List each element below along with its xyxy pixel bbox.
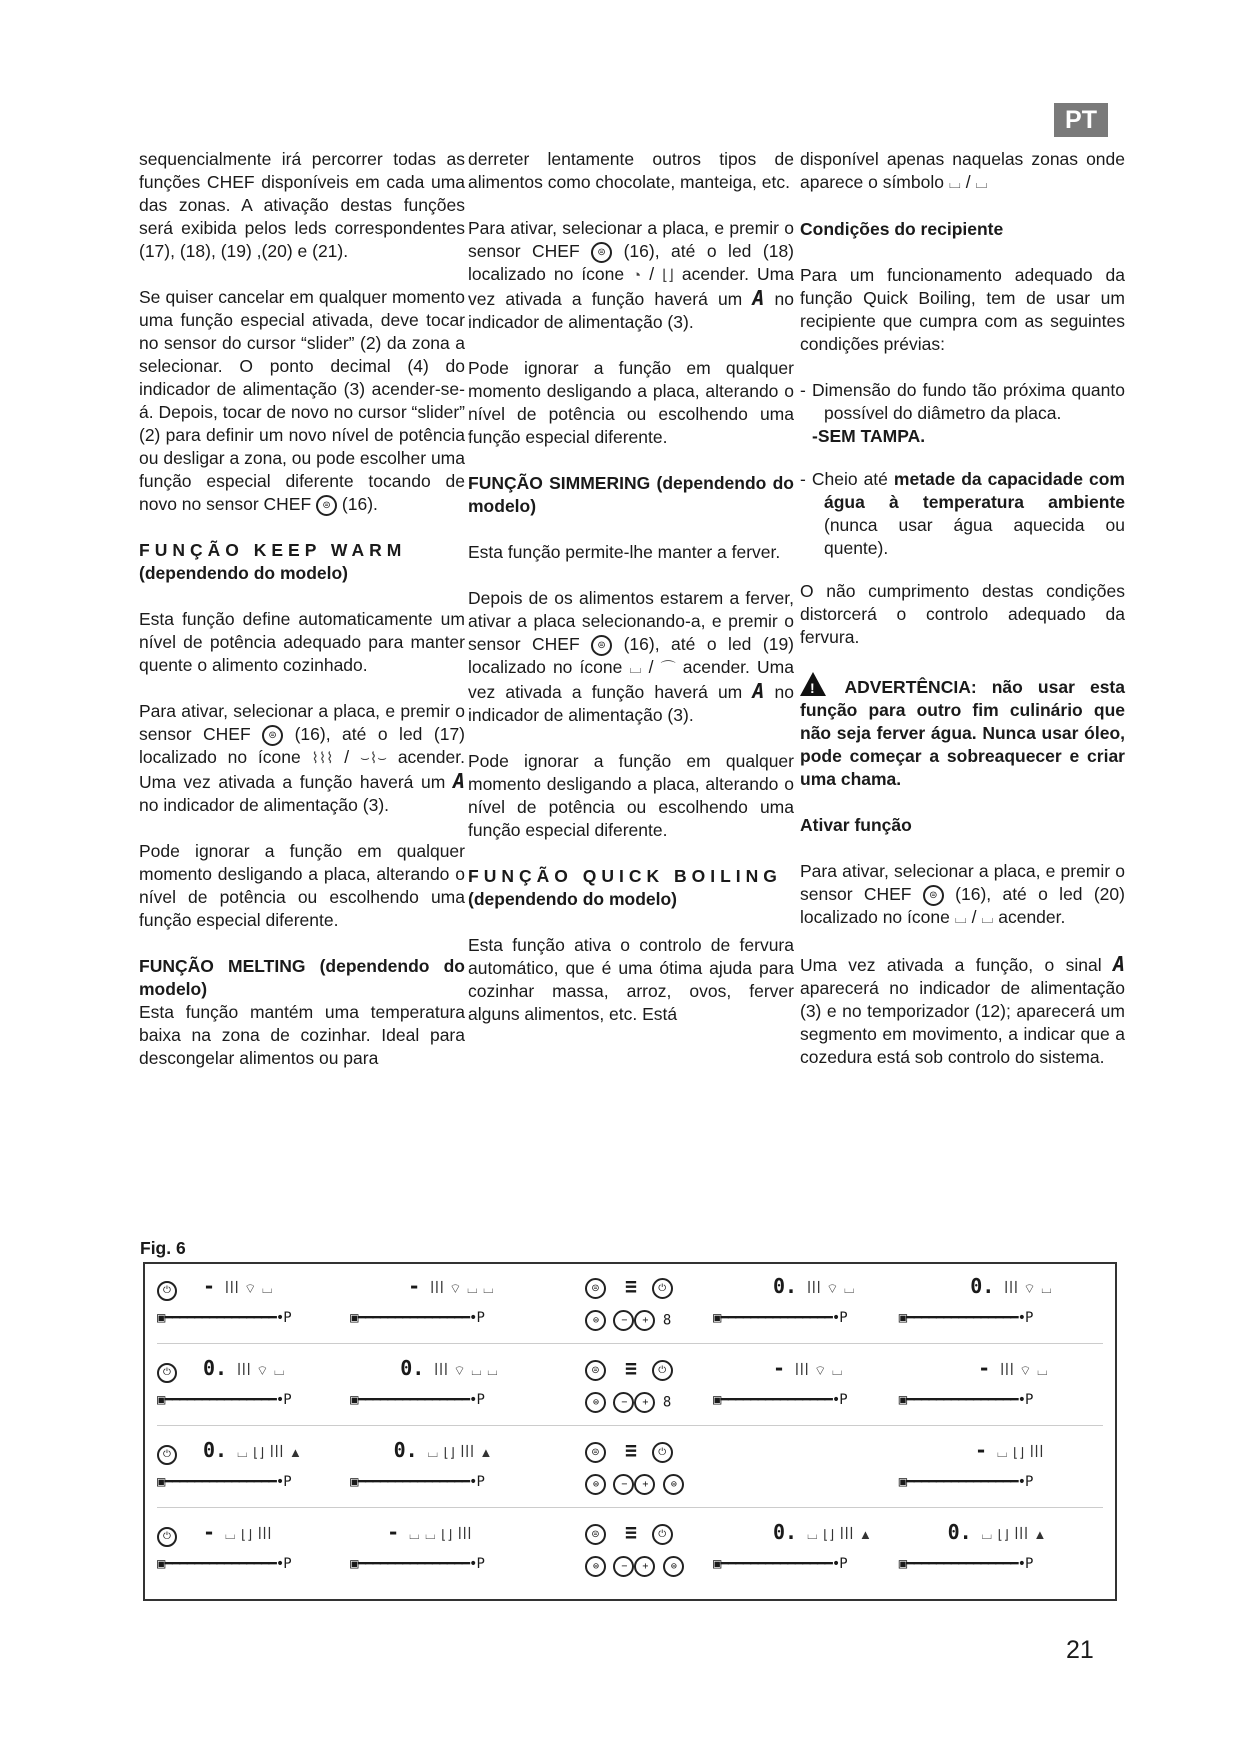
chef-sensor-icon: ⊜: [585, 1278, 606, 1299]
segment-a-icon: A: [452, 769, 465, 793]
function-icons: ꟾꟾꟾ ⌔ ⌴: [1000, 1363, 1049, 1378]
function-icons: ꟾꟾꟾ ⌔ ⌴: [795, 1363, 844, 1378]
figure-label: Fig. 6: [140, 1238, 186, 1258]
zone-display: 0.: [400, 1356, 425, 1380]
quick-boiling-icon: ⌴: [948, 175, 961, 192]
function-icons: ꟾꟾꟾ ⌔ ⌴: [1004, 1281, 1053, 1296]
quick-boiling-alt-icon: ⌴: [975, 175, 988, 192]
segment-a-icon: A: [1112, 952, 1125, 976]
column-2: [468, 148, 794, 1049]
lock-icon: ⊜: [585, 1310, 606, 1331]
panel-center-controls: [585, 1428, 695, 1508]
function-icons: ⌴ ⌊⌋ ꟾꟾꟾ ▲: [237, 1445, 303, 1460]
panel-center-controls: [585, 1346, 695, 1426]
paragraph: Esta função permite-lhe manter a ferver.: [468, 542, 781, 562]
paragraph: Para ativar, selecionar a placa, e premir o sensor CHEF ⊜ (16), até o led (17) localizado no ícone ⌇⌇⌇ / ⌣⌇⌣ acender. Uma vez ativada a função haverá um A no indicador de alimentação (3).: [139, 701, 466, 815]
list-item: - Cheio até metade da capacidade com água à temperatura ambiente (nunca usar água aquecida ou quente).: [800, 469, 1125, 558]
power-icon: ⏻: [157, 1527, 177, 1547]
chef-sensor-icon: ⊜: [585, 1442, 606, 1463]
panel-left: [157, 1428, 567, 1508]
zone-display: -: [408, 1274, 421, 1298]
warning-icon: [800, 672, 826, 696]
panel-center-controls: [585, 1264, 695, 1344]
slider-bar: ▣━━━━━━━━━━━━━━━•P ▣━━━━━━━━━━━━━━━•P: [157, 1556, 484, 1572]
chef-icon: ⊜: [663, 1556, 684, 1577]
simmering-alt-icon: ⌒: [660, 660, 676, 677]
section-heading-conditions: Condições do recipiente: [800, 219, 1004, 239]
paragraph: Para ativar, selecionar a placa, e premir o sensor CHEF ⊜ (16), até o led (18) localizado no ícone ◔ / ⌊⌋ acender. Uma vez ativada a função haverá um A no indicador de alimentação (3).: [468, 218, 795, 332]
column-3: [800, 148, 1125, 1092]
warning-paragraph: ! ADVERTÊNCIA: não usar esta função para outro fim culinário que não seja ferver água. Nunca usar óleo, pode começar a sobreaquecer e criar uma chama.: [800, 672, 1125, 791]
paragraph: Uma vez ativada a função, o sinal A aparecerá no indicador de alimentação (3) e no temporizador (12); aparecerá um segmento em movimento, a indicar que a cozedura está sob controlo do sistema.: [800, 952, 1125, 1067]
timer-display-icon: ≡: [624, 1438, 637, 1462]
function-icons: ⌴ ⌊⌋ ꟾꟾꟾ: [225, 1527, 273, 1542]
timer-digit-icon: 8: [662, 1312, 671, 1329]
zone-display: 0.: [970, 1274, 995, 1298]
power-icon: ⏻: [157, 1445, 177, 1465]
column-1: [139, 148, 465, 1093]
function-icons: ꟾꟾꟾ ⌔ ⌴ ⌴: [434, 1363, 499, 1378]
slider-bar: ▣━━━━━━━━━━━━━━━•P: [898, 1474, 1033, 1490]
timer-display-icon: ≡: [624, 1356, 637, 1380]
zone-display: 0.: [947, 1520, 972, 1544]
panel-row: [157, 1264, 1103, 1344]
panel-row: [157, 1428, 1103, 1508]
slider-bar: ▣━━━━━━━━━━━━━━━•P ▣━━━━━━━━━━━━━━━•P: [157, 1392, 484, 1408]
quick-boiling-icon: ⌴: [954, 910, 967, 927]
paragraph: Pode ignorar a função em qualquer momento desligando a placa, alterando o nível de potência ou escolhendo uma função especial diferente.: [468, 358, 794, 447]
zone-display: -: [978, 1356, 991, 1380]
slider-bar: ▣━━━━━━━━━━━━━━━•P ▣━━━━━━━━━━━━━━━•P: [157, 1474, 484, 1490]
timer-display-icon: ≡: [624, 1520, 637, 1544]
minus-icon: −: [613, 1392, 634, 1413]
function-icons: ⌴ ⌊⌋ ꟾꟾꟾ ▲: [981, 1527, 1048, 1542]
paragraph: Esta função ativa o controlo de fervura automático, que é uma ótima ajuda para cozinhar massa, arroz, ovos, ferver alguns alimentos, etc. Está: [468, 935, 794, 1024]
panel-center-controls: [585, 1510, 695, 1590]
melting-icon: ◔: [632, 267, 642, 284]
paragraph: Pode ignorar a função em qualquer momento desligando a placa, alterando o nível de potência ou escolhendo uma função especial diferente.: [468, 751, 794, 840]
function-icons: ⌴ ⌊⌋ ꟾꟾꟾ: [997, 1445, 1045, 1460]
chef-sensor-icon: ⊜: [923, 885, 944, 906]
quick-boiling-alt-icon: ⌴: [981, 910, 994, 927]
timer-display-icon: ≡: [624, 1274, 637, 1298]
timer-digit-icon: 8: [662, 1394, 671, 1411]
plus-icon: +: [634, 1310, 655, 1331]
panel-row: [157, 1346, 1103, 1426]
function-icons: ꟾꟾꟾ ⌔ ⌴ ⌴: [430, 1281, 495, 1296]
panel-left: [157, 1510, 567, 1590]
power-icon: ⏻: [652, 1278, 673, 1299]
minus-icon: −: [613, 1556, 634, 1577]
lock-icon: ⊜: [585, 1474, 606, 1495]
figure-6: [143, 1262, 1117, 1601]
zone-display: -: [773, 1356, 786, 1380]
section-subheading: (dependendo do modelo): [468, 889, 678, 909]
language-badge: PT: [1054, 103, 1108, 137]
slider-bar: ▣━━━━━━━━━━━━━━━•P ▣━━━━━━━━━━━━━━━•P: [713, 1310, 1033, 1326]
paragraph: Para ativar, selecionar a placa, e premir o sensor CHEF ⊜ (16), até o led (20) localizado no ícone ⌴ / ⌴ acender.: [800, 860, 1125, 930]
zone-display: -: [387, 1520, 400, 1544]
paragraph: Se quiser cancelar em qualquer momento uma função especial ativada, deve tocar no sensor do cursor “slider” (2) da zona a selecionar. O ponto decimal (4) do indicador de alimentação (3) acender-se-á. Depois, tocar de novo no cursor “slider” (2) para definir um novo nível de potência ou desligar a zona, ou pode escolher uma função especial diferente tocando de novo no sensor CHEF ⊜ (16).: [139, 287, 465, 514]
paragraph: derreter lentamente outros tipos de alimentos como chocolate, manteiga, etc.: [468, 149, 794, 192]
paragraph: Para um funcionamento adequado da função Quick Boiling, tem de usar um recipiente que cumpra com as seguintes condições prévias:: [800, 265, 1125, 354]
minus-icon: −: [613, 1310, 634, 1331]
zone-display: -: [203, 1520, 216, 1544]
keep-warm-alt-icon: ⌣⌇⌣: [359, 750, 388, 767]
chef-sensor-icon: ⊜: [591, 635, 612, 656]
list-item: - Dimensão do fundo tão próxima quanto possível do diâmetro da placa.: [800, 380, 1125, 423]
section-heading-activate: Ativar função: [800, 815, 912, 835]
function-icons: ꟾꟾꟾ ⌔ ⌴: [225, 1281, 274, 1296]
lock-icon: ⊜: [585, 1392, 606, 1413]
section-heading-keep-warm: FUNÇÃO KEEP WARM: [139, 540, 407, 560]
chef-sensor-icon: ⊜: [262, 725, 283, 746]
paragraph: Depois de os alimentos estarem a ferver, ativar a placa selecionando-a, e premir o sensor CHEF ⊜ (16), até o led (19) localizado no ícone ⌴ / ⌒ acender. Uma vez ativada a função haverá um A no indicador de alimentação (3).: [468, 588, 795, 725]
panel-left: [157, 1264, 567, 1344]
power-icon: ⏻: [652, 1524, 673, 1545]
power-icon: ⏻: [652, 1442, 673, 1463]
chef-sensor-icon: ⊜: [585, 1524, 606, 1545]
zone-display: 0.: [773, 1274, 798, 1298]
panel-right: [713, 1428, 1113, 1508]
paragraph: Esta função define automaticamente um nível de potência adequado para manter quente o alimento cozinhado.: [139, 609, 465, 675]
chef-sensor-icon: ⊜: [591, 242, 612, 263]
panel-row: [157, 1510, 1103, 1590]
section-heading-quick-boiling: FUNÇÃO QUICK BOILING: [468, 866, 782, 886]
keep-warm-icon: ⌇⌇⌇: [311, 750, 334, 767]
simmering-icon: ⌴: [629, 660, 642, 677]
minus-icon: −: [613, 1474, 634, 1495]
zone-display: 0.: [773, 1520, 798, 1544]
chef-sensor-icon: ⊜: [316, 495, 337, 516]
panel-right: [713, 1264, 1113, 1344]
chef-icon: ⊜: [663, 1474, 684, 1495]
paragraph: O não cumprimento destas condições distorcerá o controlo adequado da fervura.: [800, 581, 1125, 647]
function-icons: ꟾꟾꟾ ⌔ ⌴: [807, 1281, 856, 1296]
segment-a-icon: A: [752, 679, 765, 703]
page-number: 21: [1066, 1636, 1094, 1664]
zone-display: 0.: [203, 1356, 228, 1380]
slider-bar: ▣━━━━━━━━━━━━━━━•P ▣━━━━━━━━━━━━━━━•P: [157, 1310, 484, 1326]
section-heading-simmering: FUNÇÃO SIMMERING (dependendo do modelo): [468, 473, 794, 516]
paragraph: sequencialmente irá percorrer todas as funções CHEF disponíveis em cada uma das zonas. A ativação destas funções será exibida pelos leds correspondentes (17), (18), (19) ,(20) e (21).: [139, 149, 465, 261]
power-icon: ⏻: [652, 1360, 673, 1381]
zone-display: 0.: [203, 1438, 228, 1462]
panel-right: [713, 1346, 1113, 1426]
paragraph: Esta função mantém uma temperatura baixa na zona de cozinhar. Ideal para descongelar alimentos ou para: [139, 1002, 465, 1068]
section-subheading: (dependendo do modelo): [139, 563, 349, 583]
plus-icon: +: [634, 1474, 655, 1495]
power-icon: ⏻: [157, 1363, 177, 1383]
zone-display: -: [975, 1438, 988, 1462]
function-icons: ꟾꟾꟾ ⌔ ⌴: [237, 1363, 286, 1378]
plus-icon: +: [634, 1556, 655, 1577]
function-icons: ⌴ ⌊⌋ ꟾꟾꟾ ▲: [807, 1527, 873, 1542]
panel-right: [713, 1510, 1113, 1590]
panel-left: [157, 1346, 567, 1426]
zone-display: 0.: [393, 1438, 418, 1462]
melting-alt-icon: ⌊⌋: [662, 267, 674, 284]
power-icon: ⏻: [157, 1281, 177, 1301]
paragraph: Pode ignorar a função em qualquer momento desligando a placa, alterando o nível de potência ou escolhendo uma função especial diferente.: [139, 841, 465, 930]
slider-bar: ▣━━━━━━━━━━━━━━━•P ▣━━━━━━━━━━━━━━━•P: [713, 1556, 1033, 1572]
function-icons: ⌴ ⌴ ⌊⌋ ꟾꟾꟾ: [409, 1527, 473, 1542]
chef-sensor-icon: ⊜: [585, 1360, 606, 1381]
plus-icon: +: [634, 1392, 655, 1413]
list-item: -SEM TAMPA.: [812, 426, 926, 446]
zone-display: -: [203, 1274, 216, 1298]
function-icons: ⌴ ⌊⌋ ꟾꟾꟾ ▲: [427, 1445, 494, 1460]
section-heading-melting: FUNÇÃO MELTING (dependendo do modelo): [139, 956, 465, 999]
slider-bar: ▣━━━━━━━━━━━━━━━•P ▣━━━━━━━━━━━━━━━•P: [713, 1392, 1033, 1408]
paragraph: disponível apenas naquelas zonas onde aparece o símbolo ⌴ / ⌴: [800, 148, 1125, 195]
lock-icon: ⊜: [585, 1556, 606, 1577]
segment-a-icon: A: [752, 286, 765, 310]
